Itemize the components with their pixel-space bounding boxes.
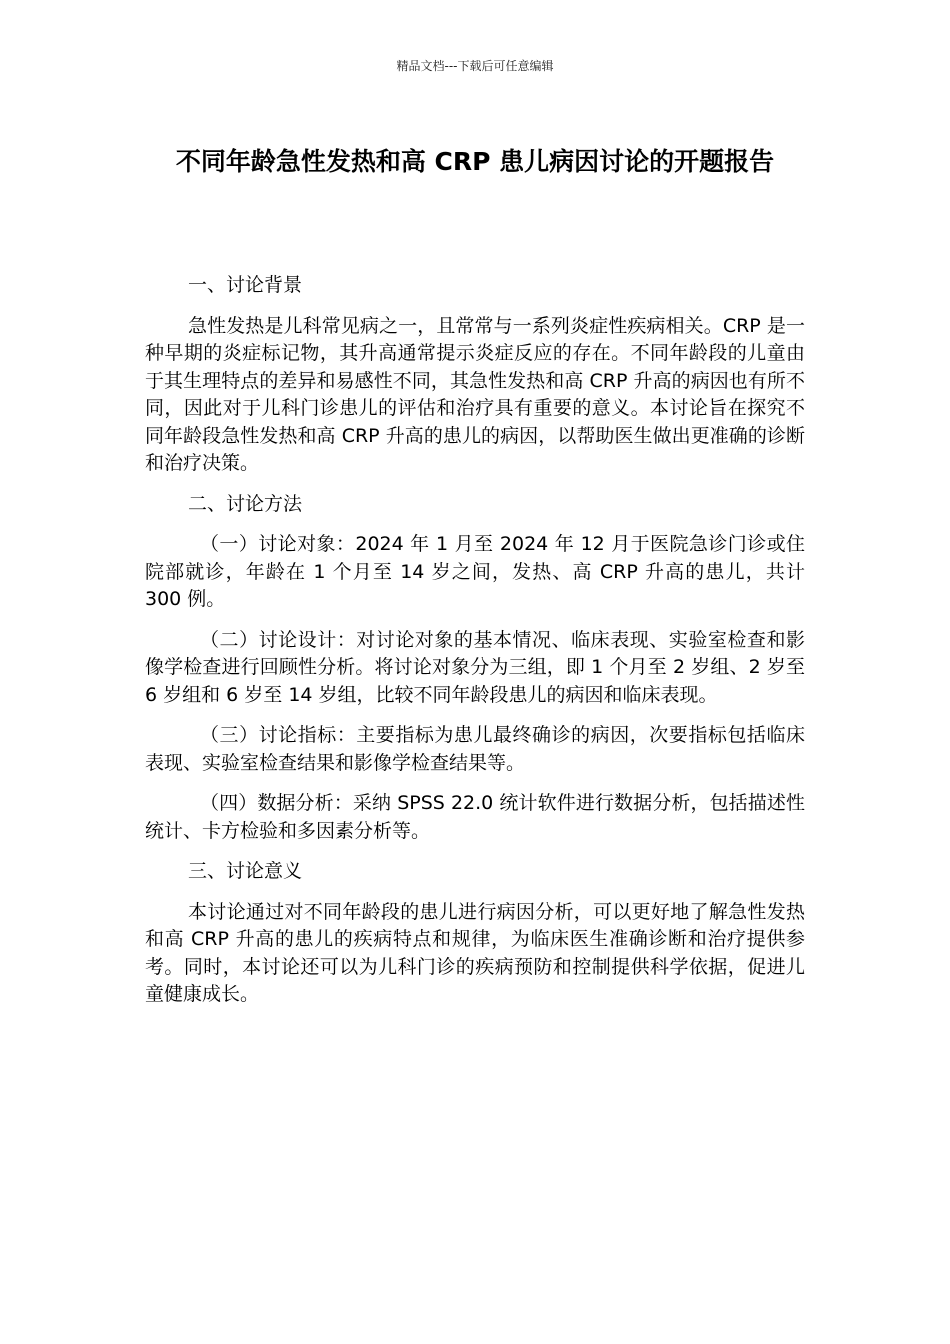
methods-indicators-paragraph: （三）讨论指标：主要指标为患儿最终确诊的病因，次要指标包括临床表现、实验室检查结果和影像学检查结果等。: [145, 724, 805, 774]
document-title: 不同年龄急性发热和高 CRP 患儿病因讨论的开题报告: [175, 147, 775, 176]
significance-paragraph: 本讨论通过对不同年龄段的患儿进行病因分析，可以更好地了解急性发热和高 CRP 升高的患儿的疾病特点和规律，为临床医生准确诊断和治疗提供参考。同时，本讨论还可以为儿科门诊的疾病预防和控制提供科学依据，促进儿童健康成长。: [145, 900, 805, 1005]
methods-analysis-paragraph: （四）数据分析：采纳 SPSS 22.0 统计软件进行数据分析，包括描述性统计、卡方检验和多因素分析等。: [145, 792, 805, 842]
methods-design-paragraph: （二）讨论设计：对讨论对象的基本情况、临床表现、实验室检查和影像学检查进行回顾性分析。将讨论对象分为三组，即 1 个月至 2 岁组、2 岁至 6 岁组和 6 岁至 14 岁组，比较不同年龄段患儿的病因和临床表现。: [145, 628, 805, 706]
section-heading-significance: 三、讨论意义: [188, 860, 303, 882]
methods-subjects-paragraph: （一）讨论对象：2024 年 1 月至 2024 年 12 月于医院急诊门诊或住院部就诊，年龄在 1 个月至 14 岁之间，发热、高 CRP 升高的患儿，共计 300 例。: [145, 533, 805, 610]
section-heading-background: 一、讨论背景: [188, 274, 303, 296]
section-heading-methods: 二、讨论方法: [188, 492, 303, 515]
document-body: [145, 270, 805, 1022]
header-note: 精品文档---下载后可任意编辑: [396, 59, 554, 73]
background-paragraph: 急性发热是儿科常见病之一，且常常与一系列炎症性疾病相关。CRP 是一种早期的炎症标记物，其升高通常提示炎症反应的存在。不同年龄段的儿童由于其生理特点的差异和易感性不同，其急性发热和高 CRP 升高的病因也有所不同，因此对于儿科门诊患儿的评估和治疗具有重要的意义。本讨论旨在探究不同年龄段急性发热和高 CRP 升高的患儿的病因，以帮助医生做出更准确的诊断和治疗决策。: [145, 314, 805, 474]
